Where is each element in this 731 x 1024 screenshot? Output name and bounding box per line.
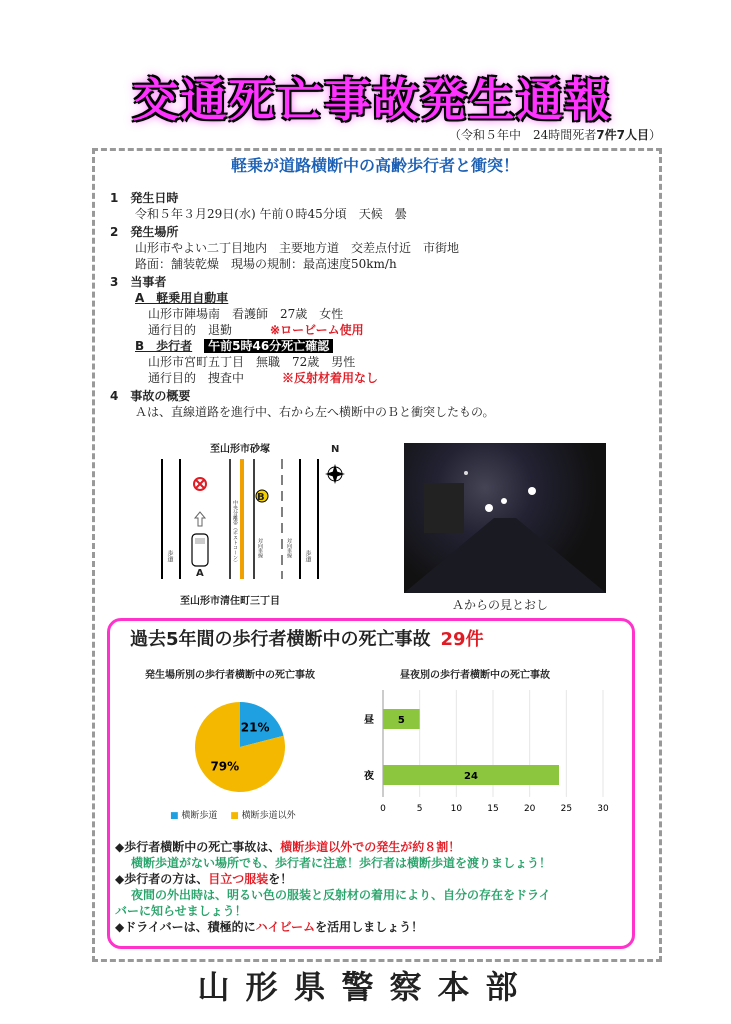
opposite-lane-label-2: 対向車線 <box>286 538 292 558</box>
section-1-heading: 1 発生日時 <box>110 191 179 205</box>
bar-tick-label: 30 <box>597 804 609 814</box>
section-4-heading: 4 事故の概要 <box>110 389 191 403</box>
night-road-svg <box>404 443 606 593</box>
bar-tick-label: 5 <box>416 804 423 814</box>
diagram-top-label: 至山形市砂塚 <box>210 444 270 455</box>
photo-caption: Ａからの見とおし <box>452 598 549 612</box>
pie-chart <box>180 692 300 802</box>
legend-crosswalk: 横断歩道 <box>181 811 218 821</box>
bar-chart <box>355 685 615 815</box>
bar-tick-label: 20 <box>523 804 536 814</box>
sidewalk-label-left: 歩道 <box>166 550 173 562</box>
message-2-sub: 夜間の外出時は、明るい色の服装と反射材の着用により、自分の存在をドライ <box>131 888 551 902</box>
opposite-lane-label: 対向車線 <box>257 538 263 558</box>
message-2: ◆歩行者の方は、目立つ服装を！ <box>115 872 293 886</box>
page-title: 交通死亡事故発生通報 <box>132 73 613 127</box>
section-4-text: Ａは、直線道路を進行中、右から左へ横断中のＢと衝突したもの。 <box>135 405 495 419</box>
bar-value-0: 5 <box>397 715 405 726</box>
accident-diagram <box>150 440 370 610</box>
bar-chart-title: 昼夜別の歩行者横断中の死亡事故 <box>400 670 550 681</box>
party-a-label: A 軽乗用自動車 <box>135 291 229 305</box>
message-1-sub: 横断歩道がない場所でも、歩行者に注意！歩行者は横断歩道を渡りましょう！ <box>131 856 552 870</box>
statistics-title: 過去5年間の歩行者横断中の死亡事故 29件 <box>130 629 484 650</box>
message-1: ◆歩行者横断中の死亡事故は、横断歩道以外での発生が約８割！ <box>115 840 461 854</box>
section-1-text: 令和５年３月29日(水) 午前０時45分頃 天候 曇 <box>135 207 407 221</box>
party-b-text: 山形市宮町五丁目 無職 72歳 男性 <box>148 355 356 369</box>
diagram-b: B <box>257 492 265 503</box>
pie-label-1: 79% <box>210 759 240 774</box>
subtitle: （令和５年中 24時間死者7件7人目） <box>449 128 661 142</box>
sidewalk-label-right: 歩道 <box>304 550 311 562</box>
party-a-text: 山形市陣場南 看護師 27歳 女性 <box>148 307 344 321</box>
legend-swatch-other: ■ <box>230 811 239 821</box>
party-a-purpose: 通行目的 退勤 ※ロービーム使用 <box>148 323 364 337</box>
pie-legend <box>170 808 296 821</box>
diagram-bottom-label: 至山形市清住町三丁目 <box>180 596 280 607</box>
median-label: 中央分離帯（ポストコーン） <box>232 500 238 565</box>
party-b-label-row: B 歩行者 午前5時46分死亡確認 <box>135 338 333 354</box>
bar-tick-label: 15 <box>487 804 499 814</box>
legend-swatch-crosswalk: ■ <box>170 811 179 821</box>
bar-tick-label: 0 <box>380 804 386 814</box>
headline: 軽乗が道路横断中の高齢歩行者と衝突！ <box>230 156 519 175</box>
section-3-heading: 3 当事者 <box>110 275 167 289</box>
pie-label-0: 21% <box>240 720 270 735</box>
party-b-purpose: 通行目的 捜査中 ※反射材着用なし <box>148 371 379 385</box>
statistics-total: 29件 <box>440 629 484 650</box>
compass-icon <box>325 464 345 484</box>
bar-category-1: 夜 <box>364 771 374 782</box>
death-badge: 午前5時46分死亡確認 <box>204 339 333 353</box>
bar-tick-label: 25 <box>560 804 573 814</box>
bar-value-1: 24 <box>464 771 478 782</box>
pie-chart-title: 発生場所別の歩行者横断中の死亡事故 <box>145 670 315 681</box>
arrow-up-icon <box>195 512 205 526</box>
north-label: N <box>331 444 340 455</box>
scene-photo <box>404 443 606 593</box>
footer-org: 山形県警察本部 <box>197 968 534 1006</box>
section-2-text-2: 路面：舗装乾燥 現場の規制：最高速度50km/h <box>135 257 397 271</box>
diagram-a: A <box>196 568 204 579</box>
section-2-text-1: 山形市やよい二丁目地内 主要地方道 交差点付近 市街地 <box>135 241 460 255</box>
section-2-heading: 2 発生場所 <box>110 225 179 239</box>
message-3: ◆ドライバーは、積極的にハイビームを活用しましょう！ <box>115 920 424 934</box>
bar-tick-label: 10 <box>450 804 463 814</box>
message-2-sub-2: バーに知らせましょう！ <box>115 904 247 918</box>
legend-other: 横断歩道以外 <box>241 811 296 821</box>
bar-category-0: 昼 <box>364 715 374 726</box>
road-svg <box>150 454 370 594</box>
